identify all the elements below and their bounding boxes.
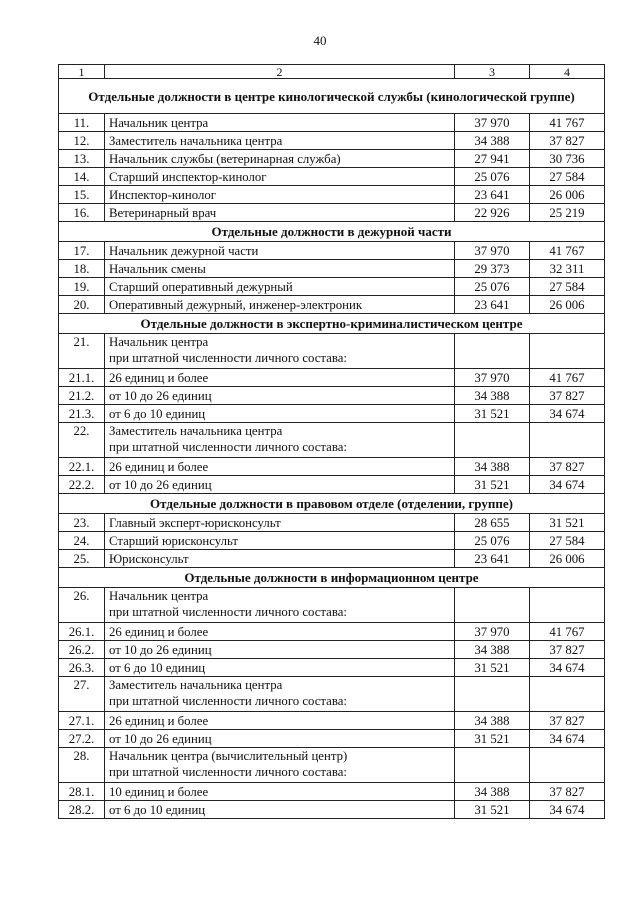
row-value-col4: 32 311 (530, 260, 605, 278)
row-number: 14. (59, 168, 105, 186)
row-value-col4: 26 006 (530, 186, 605, 204)
row-position: 26 единиц и более (105, 712, 455, 730)
section-title: Отдельные должности в экспертно-криминалистическом центре (59, 314, 605, 334)
row-value-col4: 34 674 (530, 730, 605, 748)
table-row (59, 532, 605, 550)
table-row (59, 168, 605, 186)
table-row (59, 260, 605, 278)
section-row (59, 494, 605, 514)
row-value-col3 (455, 423, 530, 458)
table-row (59, 730, 605, 748)
row-value-col4: 34 674 (530, 405, 605, 423)
row-value-col3: 34 388 (455, 712, 530, 730)
row-value-col3: 37 970 (455, 369, 530, 387)
section-row (59, 568, 605, 588)
table-row (59, 588, 605, 623)
row-number: 27.2. (59, 730, 105, 748)
row-position: Заместитель начальника центра (105, 132, 455, 150)
row-number: 11. (59, 114, 105, 132)
row-position (105, 334, 455, 369)
row-position: Старший юрисконсульт (105, 532, 455, 550)
header-cell-3: 3 (455, 65, 530, 79)
row-number: 20. (59, 296, 105, 314)
row-number: 24. (59, 532, 105, 550)
row-value-col3: 34 388 (455, 458, 530, 476)
row-value-col4: 34 674 (530, 801, 605, 819)
table-row (59, 783, 605, 801)
table-row (59, 242, 605, 260)
row-value-col4 (530, 677, 605, 712)
row-value-col3 (455, 588, 530, 623)
row-position: 26 единиц и более (105, 623, 455, 641)
row-number: 27.1. (59, 712, 105, 730)
row-position: Начальник дежурной части (105, 242, 455, 260)
row-value-col4: 27 584 (530, 168, 605, 186)
row-value-col3: 34 388 (455, 132, 530, 150)
row-position: Старший инспектор-кинолог (105, 168, 455, 186)
section-row (59, 79, 605, 114)
table-row (59, 405, 605, 423)
row-value-col4: 31 521 (530, 514, 605, 532)
row-number: 12. (59, 132, 105, 150)
table-row (59, 641, 605, 659)
header-cell-4: 4 (530, 65, 605, 79)
row-number: 18. (59, 260, 105, 278)
row-value-col3: 23 641 (455, 186, 530, 204)
row-value-col3: 29 373 (455, 260, 530, 278)
row-value-col3: 34 388 (455, 387, 530, 405)
row-number: 21.1. (59, 369, 105, 387)
row-value-col4: 26 006 (530, 296, 605, 314)
table-row (59, 204, 605, 222)
row-position: 26 единиц и более (105, 369, 455, 387)
row-value-col3: 23 641 (455, 550, 530, 568)
header-cell-1: 1 (59, 65, 105, 79)
row-value-col3: 25 076 (455, 532, 530, 550)
row-value-col4: 37 827 (530, 712, 605, 730)
row-number: 13. (59, 150, 105, 168)
row-number: 28.2. (59, 801, 105, 819)
row-position: от 6 до 10 единиц (105, 659, 455, 677)
row-value-col3 (455, 677, 530, 712)
row-number: 16. (59, 204, 105, 222)
row-number: 22. (59, 423, 105, 458)
row-position: от 10 до 26 единиц (105, 641, 455, 659)
row-position: от 6 до 10 единиц (105, 405, 455, 423)
row-value-col4: 37 827 (530, 783, 605, 801)
row-position: Начальник смены (105, 260, 455, 278)
row-position (105, 423, 455, 458)
row-value-col3 (455, 748, 530, 783)
row-position: от 6 до 10 единиц (105, 801, 455, 819)
row-value-col3: 25 076 (455, 278, 530, 296)
row-number: 22.2. (59, 476, 105, 494)
row-position: Ветеринарный врач (105, 204, 455, 222)
row-value-col4: 34 674 (530, 476, 605, 494)
row-value-col3: 37 970 (455, 623, 530, 641)
row-number: 28. (59, 748, 105, 783)
row-value-col4: 37 827 (530, 132, 605, 150)
row-value-col4: 41 767 (530, 623, 605, 641)
table-row (59, 387, 605, 405)
row-value-col3 (455, 334, 530, 369)
row-number: 22.1. (59, 458, 105, 476)
row-number: 21.3. (59, 405, 105, 423)
row-value-col4: 27 584 (530, 278, 605, 296)
row-position: 26 единиц и более (105, 458, 455, 476)
position-line-2: при штатной численности личного состава: (109, 440, 347, 454)
row-position: Начальник службы (ветеринарная служба) (105, 150, 455, 168)
table-row (59, 623, 605, 641)
position-line-2: при штатной численности личного состава: (109, 605, 347, 619)
table-row (59, 150, 605, 168)
table-row (59, 114, 605, 132)
row-position: Начальник центра (105, 114, 455, 132)
row-number: 26.3. (59, 659, 105, 677)
position-line-1: Начальник центра (109, 589, 209, 603)
position-line-1: Заместитель начальника центра (109, 424, 283, 438)
row-position: от 10 до 26 единиц (105, 476, 455, 494)
position-line-1: Начальник центра (109, 335, 209, 349)
row-value-col3: 31 521 (455, 659, 530, 677)
row-value-col4 (530, 334, 605, 369)
row-number: 27. (59, 677, 105, 712)
row-value-col3: 34 388 (455, 641, 530, 659)
row-value-col3: 27 941 (455, 150, 530, 168)
row-number: 21. (59, 334, 105, 369)
row-value-col4: 34 674 (530, 659, 605, 677)
row-number: 17. (59, 242, 105, 260)
table-row (59, 423, 605, 458)
row-value-col3: 23 641 (455, 296, 530, 314)
position-line-2: при штатной численности личного состава: (109, 765, 347, 779)
table-row (59, 132, 605, 150)
row-value-col3: 37 970 (455, 242, 530, 260)
row-position: Главный эксперт-юрисконсульт (105, 514, 455, 532)
row-value-col3: 25 076 (455, 168, 530, 186)
row-value-col3: 31 521 (455, 405, 530, 423)
header-row (59, 65, 605, 79)
section-row (59, 314, 605, 334)
row-position: от 10 до 26 единиц (105, 387, 455, 405)
table-row (59, 748, 605, 783)
row-value-col4 (530, 423, 605, 458)
row-position: Инспектор-кинолог (105, 186, 455, 204)
row-number: 28.1. (59, 783, 105, 801)
row-value-col3: 22 926 (455, 204, 530, 222)
table-row (59, 186, 605, 204)
row-value-col4: 27 584 (530, 532, 605, 550)
section-title: Отдельные должности в центре кинологической службы (кинологической группе) (59, 79, 605, 114)
row-number: 15. (59, 186, 105, 204)
row-position (105, 677, 455, 712)
table-row (59, 677, 605, 712)
table-row (59, 458, 605, 476)
row-number: 26.1. (59, 623, 105, 641)
row-value-col4: 26 006 (530, 550, 605, 568)
row-number: 23. (59, 514, 105, 532)
position-line-1: Начальник центра (вычислительный центр) (109, 749, 348, 763)
position-line-2: при штатной численности личного состава: (109, 694, 347, 708)
table-row (59, 659, 605, 677)
row-number: 25. (59, 550, 105, 568)
row-value-col4 (530, 588, 605, 623)
salary-table (58, 64, 605, 819)
row-value-col3: 28 655 (455, 514, 530, 532)
section-title: Отдельные должности в правовом отделе (отделении, группе) (59, 494, 605, 514)
section-title: Отдельные должности в дежурной части (59, 222, 605, 242)
position-line-1: Заместитель начальника центра (109, 678, 283, 692)
table-row (59, 334, 605, 369)
row-position: Юрисконсульт (105, 550, 455, 568)
row-number: 26. (59, 588, 105, 623)
table-row (59, 712, 605, 730)
row-value-col4: 25 219 (530, 204, 605, 222)
row-value-col4 (530, 748, 605, 783)
table-row (59, 514, 605, 532)
section-title: Отдельные должности в информационном центре (59, 568, 605, 588)
row-number: 21.2. (59, 387, 105, 405)
row-value-col3: 34 388 (455, 783, 530, 801)
row-position (105, 748, 455, 783)
row-value-col3: 31 521 (455, 801, 530, 819)
page-number: 40 (313, 33, 327, 48)
row-value-col4: 37 827 (530, 458, 605, 476)
row-value-col3: 37 970 (455, 114, 530, 132)
table-row (59, 801, 605, 819)
row-position: Старший оперативный дежурный (105, 278, 455, 296)
row-value-col4: 37 827 (530, 641, 605, 659)
row-value-col4: 41 767 (530, 242, 605, 260)
table-row (59, 278, 605, 296)
row-position: 10 единиц и более (105, 783, 455, 801)
position-line-2: при штатной численности личного состава: (109, 351, 347, 365)
section-row (59, 222, 605, 242)
table-row (59, 476, 605, 494)
row-value-col4: 37 827 (530, 387, 605, 405)
table-row (59, 296, 605, 314)
row-value-col4: 41 767 (530, 369, 605, 387)
table-body (59, 65, 605, 819)
row-value-col4: 30 736 (530, 150, 605, 168)
table-row (59, 550, 605, 568)
row-position (105, 588, 455, 623)
row-position: от 10 до 26 единиц (105, 730, 455, 748)
header-cell-2: 2 (105, 65, 455, 79)
table-row (59, 369, 605, 387)
row-value-col3: 31 521 (455, 476, 530, 494)
row-position: Оперативный дежурный, инженер-электроник (105, 296, 455, 314)
row-value-col3: 31 521 (455, 730, 530, 748)
row-value-col4: 41 767 (530, 114, 605, 132)
row-number: 19. (59, 278, 105, 296)
row-number: 26.2. (59, 641, 105, 659)
